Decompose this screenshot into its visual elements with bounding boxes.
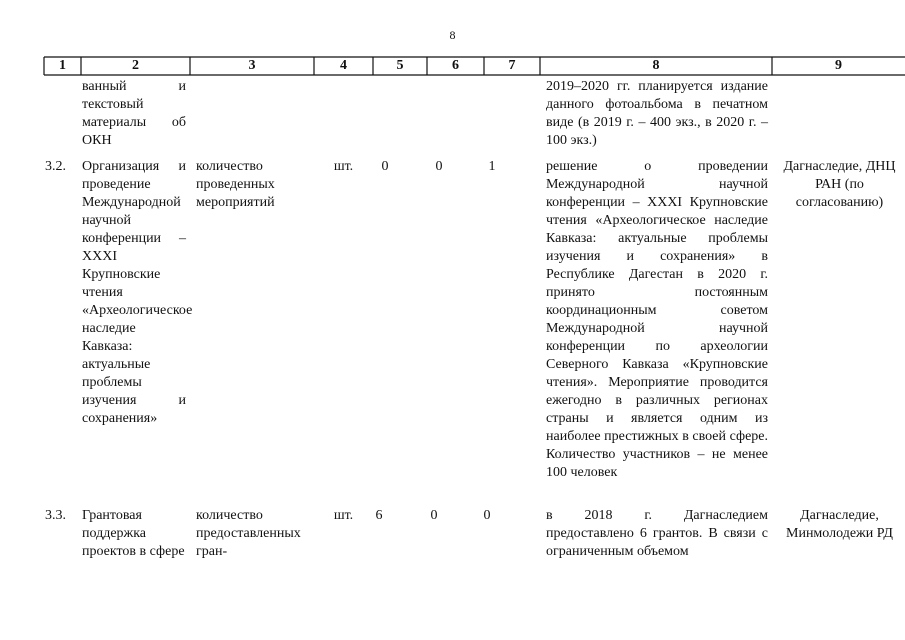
column-header-4: 4 <box>340 58 347 73</box>
column-header-7: 7 <box>508 58 516 73</box>
value-col7: 1 <box>488 159 496 174</box>
column-header-1: 1 <box>59 58 66 73</box>
unit-cell: шт. <box>333 159 354 174</box>
continuation-comment-cell: 2019–2020 гг. планируется издание данного фотоальбома в печатном виде (в 2019 г. – 400 экз., в 2020 г. – 100 экз.) <box>546 79 768 148</box>
row-number: 3.2. <box>45 159 66 174</box>
continuation-name-cell: ванный и текстовый материалы об ОКН <box>82 79 186 148</box>
column-header-6: 6 <box>452 58 459 73</box>
value-col5: 6 <box>375 508 383 523</box>
page-number: 8 <box>449 28 456 42</box>
comment-cell: в 2018 г. Дагнаследием предоставлено 6 грантов. В связи с ограниченным объемом <box>546 508 768 559</box>
column-header-8: 8 <box>652 58 660 73</box>
value-col7: 0 <box>483 508 491 523</box>
value-col5: 0 <box>381 159 389 174</box>
indicator-cell: количество предоставленных гран- <box>196 508 301 559</box>
event-name-cell: Организация и проведение Международной научной конференции – XXXI Крупновские чтения «Археологическое наследие Кавказа: актуальные проблемы изучения и сохранения» <box>82 159 193 426</box>
column-header-9: 9 <box>835 58 842 73</box>
comment-cell: решение о проведении Международной научной конференции – XXXI Крупновские чтения «Археологическое наследие Кавказа: актуальные проблемы изучения и сохранения» в Республике Дагестан в 2020 г. принято постоянным координационным советом Международной научной конференции по археологии Северного Кавказа «Крупновские чтения». Мероприятие проводится ежегодно в различных регионах страны и является одним из наиболее престижных в своей сфере. Количество участников – не менее 100 человек <box>546 159 768 480</box>
column-header-5: 5 <box>396 58 404 73</box>
responsible-cell: Дагнаследие, Минмолодежи РД <box>786 508 893 541</box>
column-header-2: 2 <box>132 58 139 73</box>
value-col6: 0 <box>430 508 438 523</box>
unit-cell: шт. <box>333 508 354 523</box>
indicator-cell: количество проведенных мероприятий <box>196 159 275 210</box>
value-col6: 0 <box>435 159 443 174</box>
event-name-cell: Грантовая поддержка проектов в сфере <box>82 508 185 559</box>
column-header-3: 3 <box>248 58 256 73</box>
responsible-cell: Дагнаследие, ДНЦ РАН (по согласованию) <box>783 159 896 210</box>
row-number: 3.3. <box>45 508 66 523</box>
